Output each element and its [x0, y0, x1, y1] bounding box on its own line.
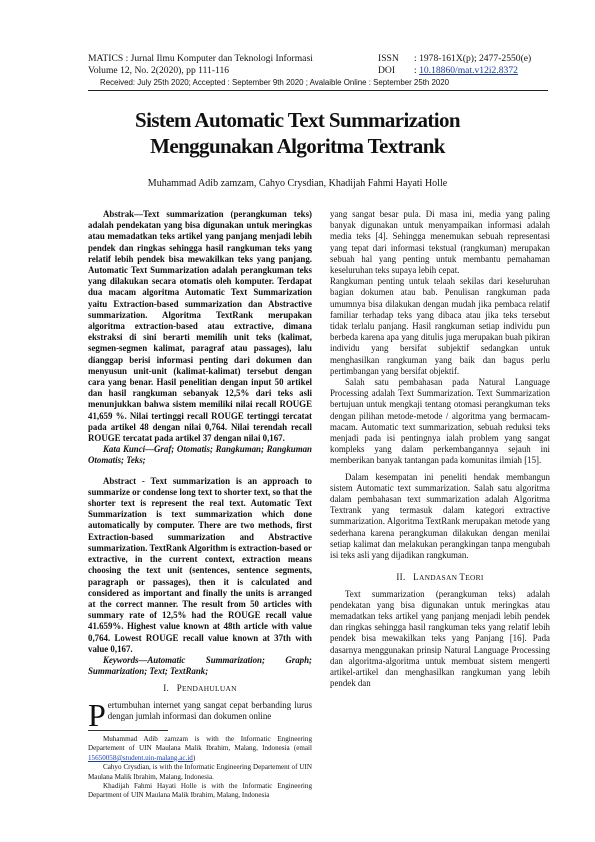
- footnote-author-2: Cahyo Crysdian, is with the Informatic Engineering Departement of UIN Maulana Malik Ibrahim, Malang, Indonesia.: [88, 763, 312, 781]
- footnote-author-3: Khadijah Fahmi Hayati Holle is with the Informatic Engineering Department of UIN Maulana Malik Ibrahim, Malang, Indonesia: [88, 781, 312, 800]
- doi-label: DOI: [378, 65, 396, 76]
- body-paragraph-3: Salah satu pembahasan pada Natural Language Processing adalah Text Summarization. Text Summarization bertujuan untuk mengkaji tentang otomasi perangkuman teks dengan pilihan metode-metode / algoritma yang bermacam-macam. Automatic text summarization, sebuah reduksi teks menjadi pada isi pentingnya ialah problem yang sangat kompleks yang dalam perkembangannya sejauh ini memberikan banyak tantangan pada komunitas ilmiah [15].: [330, 377, 550, 466]
- section-1-title: ENDAHULUAN: [182, 684, 237, 694]
- intro-paragraph: [88, 696, 312, 733]
- issn-label: ISSN: [378, 53, 399, 64]
- abstract-paragraph: Abstract - Text summarization is an approach to summarize or condense long text to shorter text, so that the shorter text is represent the real text. Automatic Text Summarization is text summarization which done automatically by computer. There are two methods, first Extraction-based summarization and Abstractive summarization. TextRank Algorithm is extraction-based or extractive, in the current context, extraction means choosing the text unit (sentences, sentence segments, paragraph or passages), then it is calculated and considered as important and finally the units is arranged at the correct manner. The result from 50 articles with summary rate of 12,5% had the ROUGE recall value 41.659%. Highest value known at 48th article with value 0,764. Lowest ROUGE recall value known at 37th with value 0,167.: [88, 475, 312, 654]
- section-heading-2: [330, 572, 550, 583]
- doi-link[interactable]: 10.18860/mat.v12i2.8372: [419, 65, 518, 76]
- kata-kunci: Kata Kunci—Graf; Otomatis; Rangkuman; Rangkuman Otomatis; Teks;: [88, 444, 312, 466]
- issn-line: [378, 53, 548, 65]
- left-column: [88, 209, 312, 801]
- received-dates: Received: July 25th 2020; Accepted : September 9th 2020 ; Avalaible Online : September 25th 2020: [100, 78, 450, 87]
- title-line-1: Sistem Automatic Text Summarization: [135, 108, 460, 132]
- section-2-title-mid: ANDASAN: [418, 573, 460, 583]
- doi-line: [378, 65, 548, 77]
- paper-title: [60, 107, 535, 159]
- author-email-link[interactable]: 15650058@student.uin-malang.ac.id: [88, 753, 193, 762]
- section-1-first-letter: P: [176, 683, 183, 694]
- section-1-number: I.: [163, 683, 170, 694]
- intro-text: ertumbuhan internet yang sangat cepat berbanding lurus dengan jumlah informasi dan dokumen online: [107, 699, 312, 721]
- body-paragraph-2: Rangkuman penting untuk telaah sekilas dari keseluruhan bagian dokumen atau bab. Penulisan rangkuman pada umumnya bisa dilakukan dengan mudah jika pembaca relatif familiar terhadap teks yang dibaca atau jika teks tersebut tidak terlalu panjang. Hasil rangkuman setiap individu pun berbeda karena apa yang ditulis juga merupakan buah pikiran individu yang bersifat subjektif sedangkan untuk menghasilkan rangkuman yang baik dan bagus perlu pertimbangan yang bersifat objektif.: [330, 276, 550, 376]
- right-column: [330, 209, 550, 689]
- section-2-first-letter: L: [413, 572, 419, 583]
- body-paragraph-5: Text summarization (perangkuman teks) adalah pendekatan yang bisa digunakan untuk meringkas atau memadatkan teks artikel yang panjang menjadi lebih pendek dan ringkas sehingga hasil rangkuman teks yang relatif lebih pendek bisa mewakilkan teks yang Panjang [16]. Pada dasarnya menggunakan prinsip Natural Language Processing dan algoritma-algoritma untuk membuat sistem mengerti artikel-artikel dan menghasilkan rangkuman yang lebih pendek dan: [330, 588, 550, 689]
- issn-value: : 1978-161X(p); 2477-2550(e): [414, 53, 532, 64]
- author-list: Muhammad Adib zamzam, Cahyo Crysdian, Khadijah Fahmi Hayati Holle: [147, 178, 448, 189]
- section-2-number: II.: [396, 572, 406, 583]
- journal-name: MATICS : Jurnal Ilmu Komputer dan Teknologi Informasi: [88, 53, 313, 64]
- footnote-1-close: ): [192, 753, 196, 762]
- keywords: Keywords—Automatic Summarization; Graph; Summarization; Text; TextRank;: [88, 654, 312, 677]
- journal-header: [88, 53, 548, 77]
- footnote-1-text: Muhammad Adib zamzam is with the Informatic Engineering Departement of UIN Maulana Malik Ibrahim, Malang, Indonesia (email: [88, 734, 312, 753]
- doi-prefix: :: [414, 65, 417, 76]
- abstrak-paragraph: Abstrak—Text summarization (perangkuman teks) adalah pendekatan yang bisa digunakan untuk meringkas atau memadatkan teks artikel yang panjang menjadi lebih pendek dan ringkas sehingga hasil rangkuman teks yang relatif lebih pendek bisa mewakilkan teks yang panjang. Automatic Text Summarization adalah perangkuman teks yang dilakukan secara otomatis oleh komputer. Terdapat dua macam algoritma Automatic Text Summarization yaitu Extraction-based summarization dan Abstractive summarization. Algoritma TextRank merupakan algoritma extraction-based atau extractive, dimana ekstraksi di sini berarti memilih unit teks (kalimat, segmen-segmen kalimat, paragraf atau passages), lalu dianggap berisi informasi penting dari dokumen dan menyusun unit-unit (kalimat-kalimat) tersebut dengan cara yang benar. Hasil penelitian dengan input 50 artikel dan hasil rangkuman sebanyak 12,5% dari teks asli menunjukkan bahwa sistem memiliki nilai recall ROUGE 41,659 %. Nilai tertinggi recall ROUGE tertinggi tercatat pada artikel 48 dengan nilai 0,764. Nilai terendah recall ROUGE tercatat pada artikel 37 dengan nilai 0,167.: [88, 209, 312, 444]
- body-paragraph-4: Dalam kesempatan ini peneliti hendak membangun sistem Automatic text summarization. Salah satu algoritma dalam pembahasan text summarization adalah Algoritma Textrank yang termasuk dalam kategori extractive summarization. Algoritma TextRank merupakan metode yang sederhana karena perangkuman dilakukan dengan menilai setiap kalimat dan melakukan perangkingan tanpa mengubah isi teks asli yang dijadikan rangkuman.: [330, 471, 550, 561]
- volume-info: Volume 12, No. 2(2020), pp 111-116: [88, 65, 230, 76]
- header-divider: [88, 90, 548, 91]
- drop-cap: P: [88, 696, 106, 733]
- footnote-author-1: [88, 735, 312, 763]
- section-2-title-rest: EORI: [465, 573, 484, 583]
- body-paragraph-1: yang sangat besar pula. Di masa ini, media yang paling banyak digunakan untuk menyampaikan informasi adalah media teks [4]. Sehingga menemukan sebuah representasi yang tepat dari informasi tekstual (rangkuman) merupakan sebuah hal yang penting untuk membantu pemahaman keseluruhan teks supaya lebih cepat.: [330, 209, 550, 276]
- title-line-2: Menggunakan Algoritma Textrank: [150, 134, 445, 158]
- section-2-second-letter: T: [459, 572, 466, 583]
- section-heading-1: [88, 683, 312, 694]
